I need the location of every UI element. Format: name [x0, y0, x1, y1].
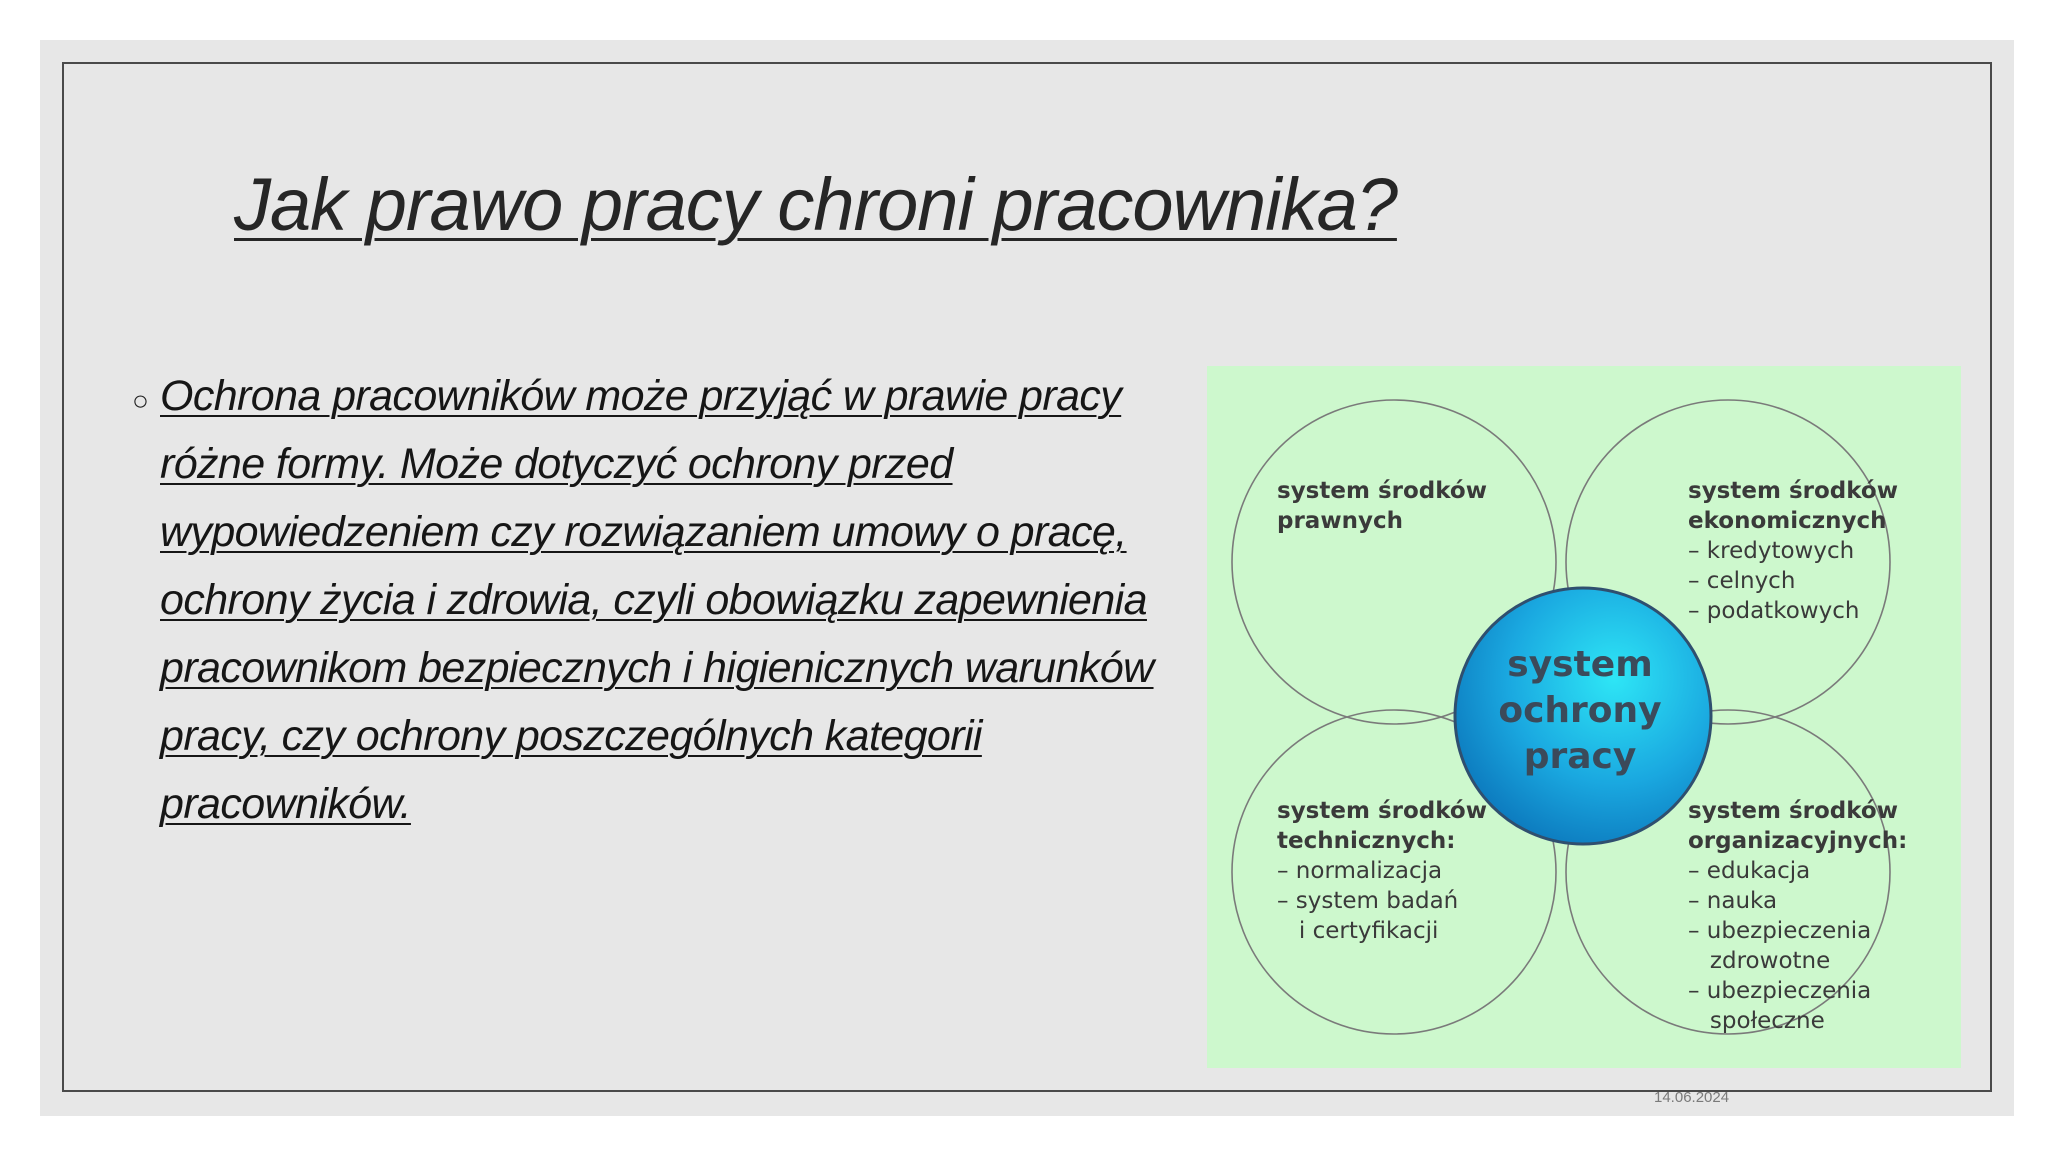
center-label: system ochrony pracy	[1498, 644, 1662, 777]
slide-date: 14.06.2024	[1654, 1089, 1730, 1106]
venn-diagram	[1207, 366, 1961, 1068]
label-legal-measures: system środków prawnych	[1277, 478, 1487, 534]
slide	[40, 40, 2014, 1116]
bullet-paragraph: Ochrona pracowników może przyjąć w prawie pracy różne formy. Może dotyczyć ochrony przed wypowiedzeniem czy rozwiązaniem umowy o pracę, ochrony życia i zdrowia, czyli obowiązku zapewnienia pracownikom bezpiecznych i higienicznych warunków pracy, czy ochrony poszczególnych kategorii pracowników.	[160, 372, 1154, 828]
slide-title: Jak prawo pracy chroni pracownika?	[234, 163, 1397, 246]
label-technical-measures: system środków technicznych: – normalizacja – system badań i certyfikacji	[1277, 798, 1487, 944]
bullet-circle-icon: ○	[132, 385, 149, 416]
label-organizational-measures: system środków organizacyjnych: – edukacja – nauka – ubezpieczenia zdrowotne – ubezpieczenia społeczne	[1688, 798, 1908, 1034]
label-economic-measures: system środków ekonomicznych – kredytowych – celnych – podatkowych	[1688, 478, 1898, 624]
